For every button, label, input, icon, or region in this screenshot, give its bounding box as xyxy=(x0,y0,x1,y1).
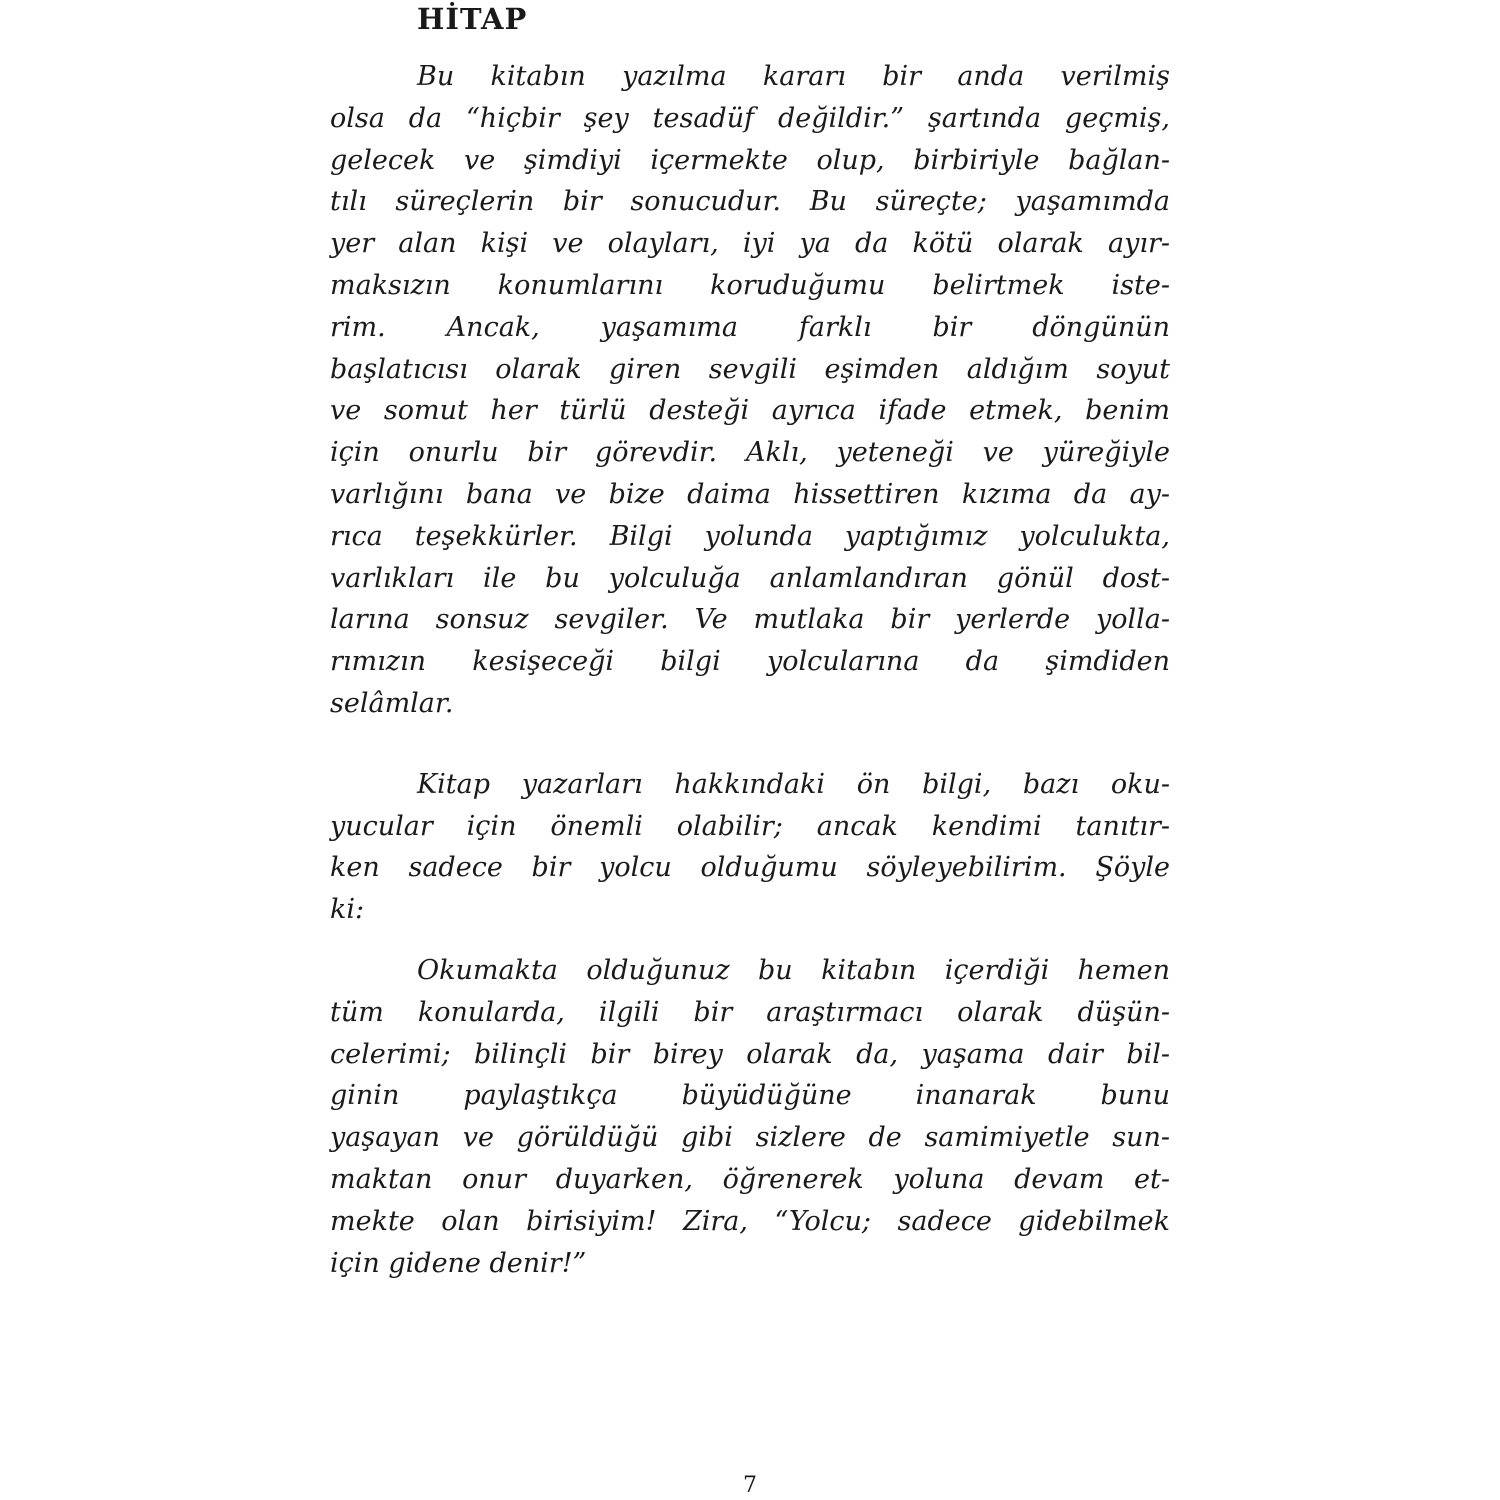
page-number: 7 xyxy=(743,1473,757,1498)
paragraph-1-line: olsa da “hiçbir şey tesadüf değildir.” şartında geçmiş, xyxy=(330,102,1170,134)
paragraph-1-line: gelecek ve şimdiyi içermekte olup, birbiriyle bağlan- xyxy=(330,144,1170,176)
paragraph-1-line: maksızın konumlarını koruduğumu belirtmek iste- xyxy=(330,269,1170,301)
paragraph-1-line: için onurlu bir görevdir. Aklı, yeteneği ve yüreğiyle xyxy=(330,437,1170,469)
paragraph-1-line: tılı süreçlerin bir sonucudur. Bu süreçte; yaşamımda xyxy=(330,186,1170,218)
page-heading: HİTAP xyxy=(417,2,528,36)
paragraph-1-line: rımızın kesişeceği bilgi yolcularına da şimdiden xyxy=(330,646,1170,678)
paragraph-gap xyxy=(330,931,1170,950)
paragraph-1-line: başlatıcısı olarak giren sevgili eşimden aldığım soyut xyxy=(330,353,1170,385)
paragraph-3-line: mekte olan birisiyim! Zira, “Yolcu; sadece gidebilmek xyxy=(330,1205,1170,1237)
paragraph-1-line: larına sonsuz sevgiler. Ve mutlaka bir yerlerde yolla- xyxy=(330,604,1170,636)
paragraph-1-line: varlığını bana ve bize daima hissettiren kızıma da ay- xyxy=(330,478,1170,510)
paragraph-1-line: rıca teşekkürler. Bilgi yolunda yaptığımız yolculukta, xyxy=(330,520,1170,552)
paragraph-2-line: ki: xyxy=(330,894,365,926)
paragraph-3-line: maktan onur duyarken, öğrenerek yoluna devam et- xyxy=(330,1163,1170,1195)
paragraph-2-line: yucular için önemli olabilir; ancak kendimi tanıtır- xyxy=(330,810,1170,842)
paragraph-1-line: ve somut her türlü desteği ayrıca ifade etmek, benim xyxy=(330,395,1170,427)
paragraph-1-line: varlıkları ile bu yolculuğa anlamlandıran gönül dost- xyxy=(330,562,1170,594)
paragraph-3-line: yaşayan ve görüldüğü gibi sizlere de samimiyetle sun- xyxy=(330,1122,1170,1154)
paragraph-2-line: Kitap yazarları hakkındaki ön bilgi, bazı oku- xyxy=(417,768,1170,800)
paragraph-1-line: yer alan kişi ve olayları, iyi ya da kötü olarak ayır- xyxy=(330,228,1170,260)
paragraph-3-line: celerimi; bilinçli bir birey olarak da, yaşama dair bil- xyxy=(330,1038,1170,1070)
body-text xyxy=(330,56,1170,1284)
paragraph-3-line: tüm konularda, ilgili bir araştırmacı olarak düşün- xyxy=(330,996,1170,1028)
paragraph-3-line: için gidene denir!” xyxy=(330,1247,587,1279)
paragraph-2-line: ken sadece bir yolcu olduğumu söyleyebilirim. Şöyle xyxy=(330,852,1170,884)
paragraph-1-line: rim. Ancak, yaşamıma farklı bir döngünün xyxy=(330,311,1170,343)
paragraph-3-line: ginin paylaştıkça büyüdüğüne inanarak bunu xyxy=(330,1080,1170,1112)
paragraph-1-line: Bu kitabın yazılma kararı bir anda verilmiş xyxy=(417,61,1170,92)
paragraph-3-line: Okumakta olduğunuz bu kitabın içerdiği hemen xyxy=(417,954,1170,986)
paragraph-gap xyxy=(330,725,1170,764)
paragraph-1-line: selâmlar. xyxy=(330,687,454,719)
book-page xyxy=(330,0,1170,1500)
